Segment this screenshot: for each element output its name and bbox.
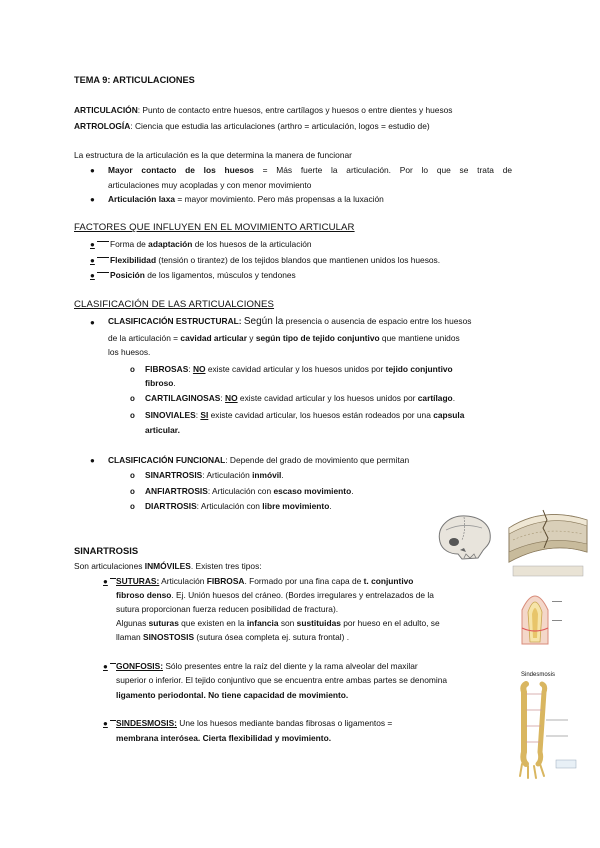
circle-bullet-icon: o [130,394,135,403]
def-artrologia-text: : Ciencia que estudia las articulaciones (arthro = articulación, logos = estudio de) [130,121,430,131]
bullet-icon: ● [90,166,95,175]
fibrosas-bold: tejido conjuntivo [385,364,453,374]
estructural-l2-b2: según tipo de tejido conjuntivo [255,333,380,343]
bullet-icon: ● [103,719,108,728]
factor-3-post: de los ligamentos, músculos y tendones [144,270,296,280]
factor-2-post: (tensión o tirantez) de los tejidos blandos que mantienen unidos los huesos. [156,255,441,265]
suturas-line2 [116,590,434,602]
estructural-l2-post: que mantiene unidos [379,333,460,343]
funcional-1-dot: . [281,470,284,480]
suturas-line5 [116,632,349,644]
sindesmosis-line2 [116,733,331,745]
sindesmosis-line1 [116,718,392,730]
page-title: TEMA 9: ARTICULACIONES [74,75,195,85]
funcional-term: CLASIFICACIÓN FUNCIONAL [108,455,226,465]
sinoviales-term: SINOVIALES [145,410,196,420]
skull-illustration [432,512,498,562]
tooth-pointer-line [552,601,562,602]
cartilaginosas-text: existe cavidad articular y los huesos unidos por [237,393,418,403]
sinoviales-l2: articular. [145,425,180,435]
suturas-l2-text: . Ej. Unión huesos del cráneo. (Bordes irregulares y entrelazados de la [171,590,434,600]
suturas-l4-pre: Algunas [116,618,149,628]
circle-bullet-icon: o [130,365,135,374]
tooth-pointer-line [552,620,562,621]
factor-3 [110,270,296,282]
sinoviales-text: existe cavidad articular, los huesos están rodeados por una [208,410,434,420]
underline-rule [97,272,109,273]
gonfosis-line2: superior o inferior. El tejido conjuntivo que se encuentra entre ambas partes se denomina [116,675,448,685]
estructural-big: Según la [243,316,284,327]
funcional-2-text: : Articulación con [207,486,274,496]
def-articulacion-text: : Punto de contacto entre huesos, entre cartílagos y huesos o entre dientes y huesos [137,105,453,115]
suturas-l2-bold: fibroso denso [116,590,172,600]
estructural-term: CLASIFICACIÓN ESTRUCTURAL: [108,316,244,326]
cartilaginosas-sep: : [220,393,226,403]
suturas-l4-post: por hueso en el adulto, se [340,618,440,628]
factor-2 [110,255,440,267]
gonfosis-term: GONFOSIS: [116,661,163,671]
fibrosas-no: NO [192,364,206,374]
circle-bullet-icon: o [130,502,135,511]
suturas-l4-mid: que existen en la [178,618,247,628]
factores-heading: FACTORES QUE INFLUYEN EN EL MOVIMIENTO ARTICULAR [74,222,355,233]
funcional-1 [145,470,284,482]
bullet-icon: ● [103,662,108,671]
factor-1-pre: Forma de [110,239,149,249]
intro-sentence: La estructura de la articulación es la que determina la manera de funcionar [74,150,352,160]
intro-b1-line2: articulaciones muy acopladas y con menor movimiento [108,180,312,190]
fibrosas-line2 [145,378,176,390]
cartilaginosas-no: NO [225,393,238,403]
funcional-2-dot: . [351,486,354,496]
cartilaginosas-line [145,393,455,405]
funcional-3-term: DIARTROSIS [145,501,197,511]
sindesmosis-text: Une los huesos mediante bandas fibrosas o ligamentos = [176,718,393,728]
funcional-2-term: ANFIARTROSIS [145,486,208,496]
suture-section-illustration [503,500,593,580]
funcional-2-bold: escaso movimiento [273,486,352,496]
sinartrosis-heading: SINARTROSIS [74,545,139,556]
sinartrosis-intro [74,561,262,573]
def-articulacion-term: ARTICULACIÓN [74,105,138,115]
intro-b2-term: Articulación laxa [108,194,176,204]
funcional-text: : Depende del grado de movimiento que permitan [225,455,410,465]
estructural-l2-mid: y [246,333,256,343]
bullet-icon: ● [90,195,95,204]
suturas-l4-b1: suturas [148,618,179,628]
cartilaginosas-dot: . [452,393,456,403]
funcional-1-text: : Articulación [202,470,253,480]
funcional-2 [145,486,354,498]
sindesmosis-l2-bold: membrana interósea. Cierta flexibilidad y movimiento. [116,733,332,743]
fibrosas-line1 [145,364,453,376]
bullet-icon: ● [103,577,108,586]
forearm-bones-illustration [496,680,582,780]
estructural-line2 [108,333,460,345]
fibrosas-l2: fibroso [145,378,174,388]
suturas-l5-pre: llaman [116,632,143,642]
suturas-term: SUTURAS: [116,576,160,586]
cartilaginosas-bold: cartílago [417,393,453,403]
intro-b1-text: = Más fuerte la articulación. Por lo que se trata de [253,165,513,175]
sinoviales-line2 [145,425,180,437]
gonfosis-text: Sólo presentes entre la raíz del diente y la rama alveolar del maxilar [163,661,418,671]
funcional-line [108,455,409,467]
bullet-icon: ● [90,256,95,265]
suturas-line1 [116,576,413,588]
def-articulacion [74,105,452,117]
suturas-text: Articulación [159,576,207,586]
cartilaginosas-term: CARTILAGINOSAS [145,393,221,403]
factor-2-term: Flexibilidad [110,255,157,265]
tooth-illustration [518,588,552,648]
fibrosas-sep: : [188,364,193,374]
estructural-l2-pre: de la articulación = [108,333,181,343]
intro-bullet-1 [108,165,512,177]
estructural-line1 [108,316,471,328]
sinoviales-si: SI [200,410,209,420]
circle-bullet-icon: o [130,471,135,480]
suturas-l4-mid2: son [278,618,297,628]
bullet-icon: ● [90,318,95,327]
factor-1-post: de los huesos de la articulación [192,239,312,249]
suturas-line4 [116,618,440,630]
estructural-text: presencia o ausencia de espacio entre los huesos [283,316,472,326]
funcional-1-term: SINARTROSIS [145,470,203,480]
fibrosas-text: existe cavidad articular y los huesos unidos por [205,364,386,374]
funcional-3-dot: . [329,501,332,511]
gonfosis-line3 [116,690,348,702]
sinartrosis-intro-bold: INMÓVILES [144,561,191,571]
circle-bullet-icon: o [130,487,135,496]
suturas-text2: . Formado por una fina capa de [244,576,364,586]
intro-b2-text: = mayor movimiento. Pero más propensas a la luxación [175,194,384,204]
estructural-l2-b1: cavidad articular [180,333,247,343]
suturas-l5-bold: SINOSTOSIS [143,632,195,642]
bullet-icon: ● [90,240,95,249]
gonfosis-l3-bold: ligamento periodontal. No tiene capacidad de movimiento. [116,690,349,700]
funcional-3 [145,501,332,513]
def-artrologia-term: ARTROLOGÍA [74,121,131,131]
intro-bullet-2 [108,194,384,206]
gonfosis-line1 [116,661,418,673]
factor-1 [110,239,312,251]
sindesmosis-figure-label: Sindesmosis [521,672,556,678]
sindesmosis-term: SINDESMOSIS: [116,718,177,728]
factor-3-term: Posición [110,270,145,280]
sinartrosis-intro-post: . Existen tres tipos: [190,561,262,571]
funcional-3-text: : Articulación con [196,501,263,511]
suturas-fibrosa: FIBROSA [206,576,245,586]
sinoviales-line1 [145,410,464,422]
sinoviales-bold: capsula [433,410,465,420]
fibrosas-l2-dot: . [173,378,176,388]
def-artrologia [74,121,430,133]
bullet-icon: ● [90,456,95,465]
suturas-l5-post: (sutura ósea completa ej. sutura frontal) . [194,632,350,642]
funcional-1-bold: inmóvil [252,470,282,480]
underline-rule [97,257,109,258]
intro-b1-term: Mayor contacto de los huesos [108,165,254,175]
fibrosas-term: FIBROSAS [145,364,189,374]
circle-bullet-icon: o [130,411,135,420]
clasificacion-heading: CLASIFICACIÓN DE LAS ARTICUALCIONES [74,299,275,310]
factor-1-term: adaptación [148,239,193,249]
sinoviales-sep: : [195,410,201,420]
underline-rule [97,241,109,242]
suturas-tconj: t. conjuntivo [363,576,414,586]
bullet-icon: ● [90,271,95,280]
estructural-line3: los huesos. [108,347,151,357]
funcional-3-bold: libre movimiento [262,501,330,511]
suturas-l4-b2: infancia [246,618,279,628]
suturas-l4-b3: sustituidas [296,618,341,628]
suturas-line3: sutura proporcionan fuerza reducen posibilidad de fractura). [116,604,339,614]
sinartrosis-intro-pre: Son articulaciones [74,561,145,571]
